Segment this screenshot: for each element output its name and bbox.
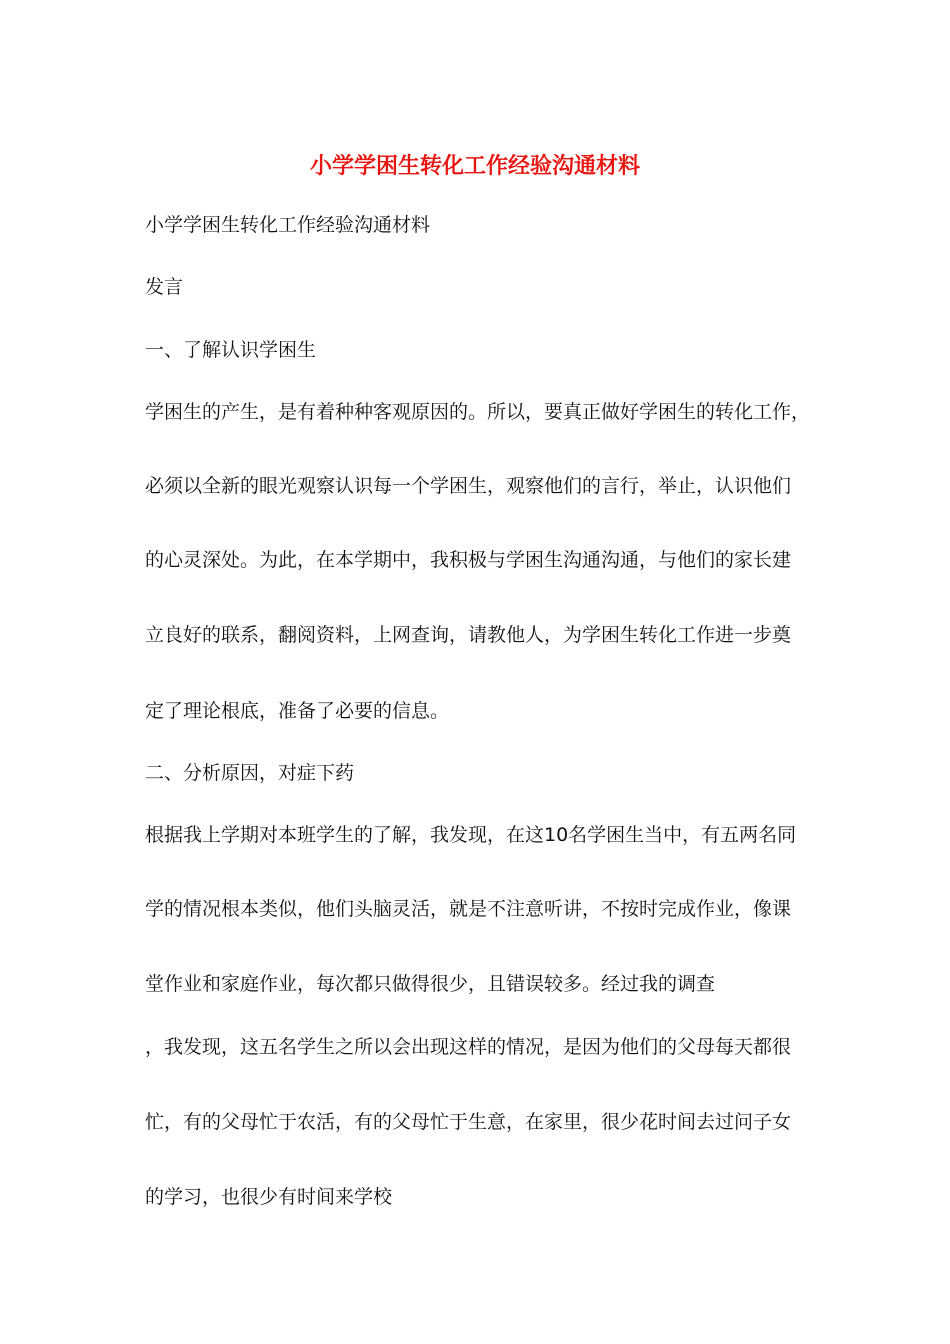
section-heading-2: 二、分析原因，对症下药 [145,762,355,784]
paragraph-line: 学的情况根本类似，他们头脑灵活，就是不注意听讲，不按时完成作业，像课 [145,898,792,920]
document-title: 小学学困生转化工作经验沟通材料 [309,154,640,179]
text-line-subtitle: 小学学困生转化工作经验沟通材料 [145,214,431,236]
paragraph-line: ，我发现，这五名学生之所以会出现这样的情况，是因为他们的父母每天都很 [145,1036,792,1058]
paragraph-line: 立良好的联系，翻阅资料，上网查询，请教他人，为学困生转化工作进一步奠 [145,624,792,646]
paragraph-line: 忙，有的父母忙于农活，有的父母忙于生意，在家里，很少花时间去过问子女 [145,1111,792,1133]
paragraph-line: 必须以全新的眼光观察认识每一个学困生，观察他们的言行，举止，认识他们 [145,475,792,497]
section-heading-1: 一、了解认识学困生 [145,339,317,361]
paragraph-line: 堂作业和家庭作业，每次都只做得很少，且错误较多。经过我的调查 [145,973,716,995]
paragraph-line: 定了理论根底，准备了必要的信息。 [145,700,450,722]
paragraph-line: 的心灵深处。为此，在本学期中，我积极与学困生沟通沟通，与他们的家长建 [145,549,792,571]
paragraph-line: 学困生的产生，是有着种种客观原因的。所以，要真正做好学困生的转化工作， [145,401,811,423]
paragraph-line: 根据我上学期对本班学生的了解，我发现，在这10名学困生当中，有五两名同 [145,824,797,846]
paragraph-line: 的学习，也很少有时间来学校 [145,1186,393,1208]
text-line-speech: 发言 [145,276,184,298]
